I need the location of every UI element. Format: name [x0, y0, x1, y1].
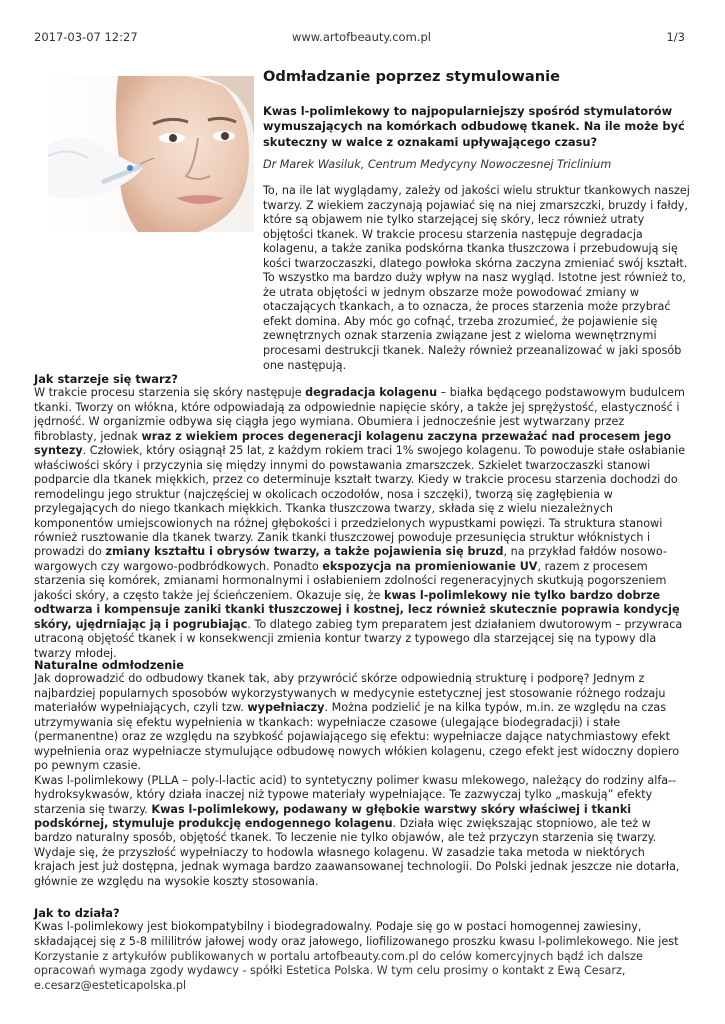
print-url[interactable]: www.artofbeauty.com.pl [292, 30, 431, 44]
section-heading: Jak starzeje się twarz? [34, 372, 178, 386]
section-paragraph: Wydaje się, że przyszłość wypełniaczy to hodowla własnego kolagenu. W zasadzie taka metoda w niektórych krajach jest już dostępna, jednak wymaga bardzo zaawansowanej technologii. Do Polski jednak jeszcze nie dotarła, głównie ze względu na wysokie koszty stosowania. [34, 845, 680, 888]
hero-image [48, 76, 254, 232]
section-aging [34, 372, 689, 661]
section-paragraph: W trakcie procesu starzenia się skóry następuje degradacja kolagenu – białka będącego podstawowym budulcem tkanki. Tworzy on włókna, które odpowiadają za odpowiednie napięcie skóry, a także jej sprężystość, elastyczność i jędrność. W organizmie odbywa się ciągła jego wymiana. Obumiera i jednocześnie jest wytwarzany przez fibroblasty, jednak wraz z wiekiem proces degeneracji kolagenu zaczyna przeważać nad procesem jego syntezy. Człowiek, który osiągnął 25 lat, z każdym rokiem traci 1% swojego kolagenu. To powoduje stałe osłabianie właściwości skóry i przyczynia się między innymi do powstawania zmarszczek. Szkielet twarzoczaszki stanowi podparcie dla tkanek miękkich, przez co determinuje kształt twarzy. Kiedy w trakcie procesu starzenia dochodzi do remodelingu jego struktur (najczęściej w okolicach oczodołów, nosa i szczęki), tworzą się zagłębienia w przylegających do niego tkankach miękkich. Tkanka tłuszczowa twarzy, składa się z wielu niezależnych komponentów umiejscowionych na różnej głębokości i przedzielonych wypustkami powięzi. Ta struktura stanowi również rusztowanie dla tkanek twarzy. Zanik tkanki tłuszczowej powoduje przesunięcia struktur włóknistych i prowadzi do zmiany kształtu i obrysów twarzy, a także pojawienia się bruzd, na przykład fałdów nosowo-wargowych czy wargowo-podbródkowych. Ponadto ekspozycja na promieniowanie UV, razem z procesem starzenia się komórek, zmianami hormonalnymi i osłabieniem zdolności regeneracyjnych skutkują pogorszeniem jakości skóry, a często także jej ścieńczeniem. Okazuje się, że kwas l-polimlekowy nie tylko bardzo dobrze odtwarza i kompensuje zaniki tkanki tłuszczowej i kostnej, lecz również skutecznie poprawia kondycję skóry, ujędrniając ją i pogrubiając. To dlatego zabieg tym preparatem jest działaniem dwutorowym – przywraca utraconą objętość tkanek i w konsekwencji zmienia kontur twarzy z typowego dla starzejącej się na typowy dla twarzy młodej. [34, 386, 686, 660]
section-heading: Jak to działa? [34, 906, 120, 920]
section-paragraph: Kwas l-polimlekowy jest biokompatybilny i biodegradowalny. Podaje się go w postaci homogennej zawiesiny, składającej się z 5-8 mililitrów jałowej wody oraz jałowego, liofilizowanego proszku kwasu l-polimlekowego. Nie jest [34, 920, 679, 948]
section-paragraph: Jak doprowadzić do odbudowy tkanek tak, aby przywrócić skórze odpowiednią strukturę i podporę? Jednym z najbardziej popularnych sposobów wykorzystywanych w medycynie estetycznej jest stosowanie różnego rodzaju materiałów wypełniających, czyli tzw. wypełniaczy. Można podzielić je na kilka typów, m.in. ze względu na czas utrzymywania się efektu wypełnienia w tkankach: wypełniacze czasowe (ulegające biodegradacji) i stałe (permanentne) oraz ze względu na szybkość pojawiającego się efektu: wypełniacze dające natychmiastowy efekt wypełnienia oraz wypełniacze stymulujące odbudowę nowych włókien kolagenu, czego efekt jest widoczny dopiero po pewnym czasie. [34, 672, 680, 773]
article-author: Dr Marek Wasiluk, Centrum Medycyny Nowoczesnej Triclinium [263, 158, 612, 171]
print-header [34, 30, 685, 46]
article-intro [263, 184, 695, 373]
section-paragraph: Kwas l-polimlekowy (PLLA – poly-l-lactic acid) to syntetyczny polimer kwasu mlekowego, należący do rodziny alfa--hydroksykwasów, który działa inaczej niż typowe materiały wypełniające. Te zazwyczaj tylko „maskują” efekty starzenia się twarzy. Kwas l-polimlekowy, podawany w głębokie warstwy skóry właściwej i tkanki podskórnej, stymuluje produkcję endogennego kolagenu. Działa więc zwiększając stopniowo, ale też w bardzo naturalny sposób, objętość tkanek. To leczenie nie tylko objawów, ale też przyczyn starzenia się twarzy. [34, 773, 677, 845]
section-heading: Naturalne odmłodzenie [34, 658, 184, 672]
print-datetime: 2017-03-07 12:27 [34, 30, 138, 44]
article-title: Odmładzanie poprzez stymulowanie [263, 68, 560, 85]
section-how-it-works [34, 906, 689, 949]
woman-face-injection-photo-icon [48, 76, 254, 232]
section-natural-rejuvenation [34, 658, 689, 889]
intro-paragraph: To, na ile lat wyglądamy, zależy od jakości wielu struktur tkankowych naszej twarzy. Z wiekiem zaczynają pojawiać się na niej zmarszczki, bruzdy i fałdy, które są objawem nie tylko starzejącej się skóry, lecz również utraty objętości tkanek. W trakcie procesu starzenia następuje degradacja kolagenu, a także zanika podskórna tkanka tłuszczowa i przebudowują się kości twarzoczaszki, dlatego powłoka skórna zaczyna zmieniać swój kształt. To wszystko ma bardzo duży wpływ na nasz wygląd. Istotne jest również to, że utrata objętości w jednym obszarze może powodować zmiany w otaczających tkankach, a to oznacza, że proces starzenia może przybrać efekt domina. Aby móc go cofnąć, trzeba zrozumieć, że pojawienie się zewnętrznych oznak starzenia związane jest z wieloma wewnętrznymi procesami destrukcji tkanek. Należy również przeanalizować w jaki sposób one następują. [263, 184, 690, 372]
article-lead: Kwas l-polimlekowy to najpopularniejszy spośród stymulatorów wymuszających na komórkach odbudowę tkanek. Na ile może być skuteczny w walce z oznakami upływającego czasu? [263, 104, 685, 149]
copyright-footer: Korzystanie z artykułów publikowanych w portalu artofbeauty.com.pl do celów komercyjnych bądź ich dalsze opracowań wymaga zgody wydawcy - spółki Estetica Polska. W tym celu prosimy o kontakt z Ewą Cesarz, e.cesarz@esteticapolska.pl [34, 950, 643, 992]
page-number: 1/3 [666, 30, 685, 44]
